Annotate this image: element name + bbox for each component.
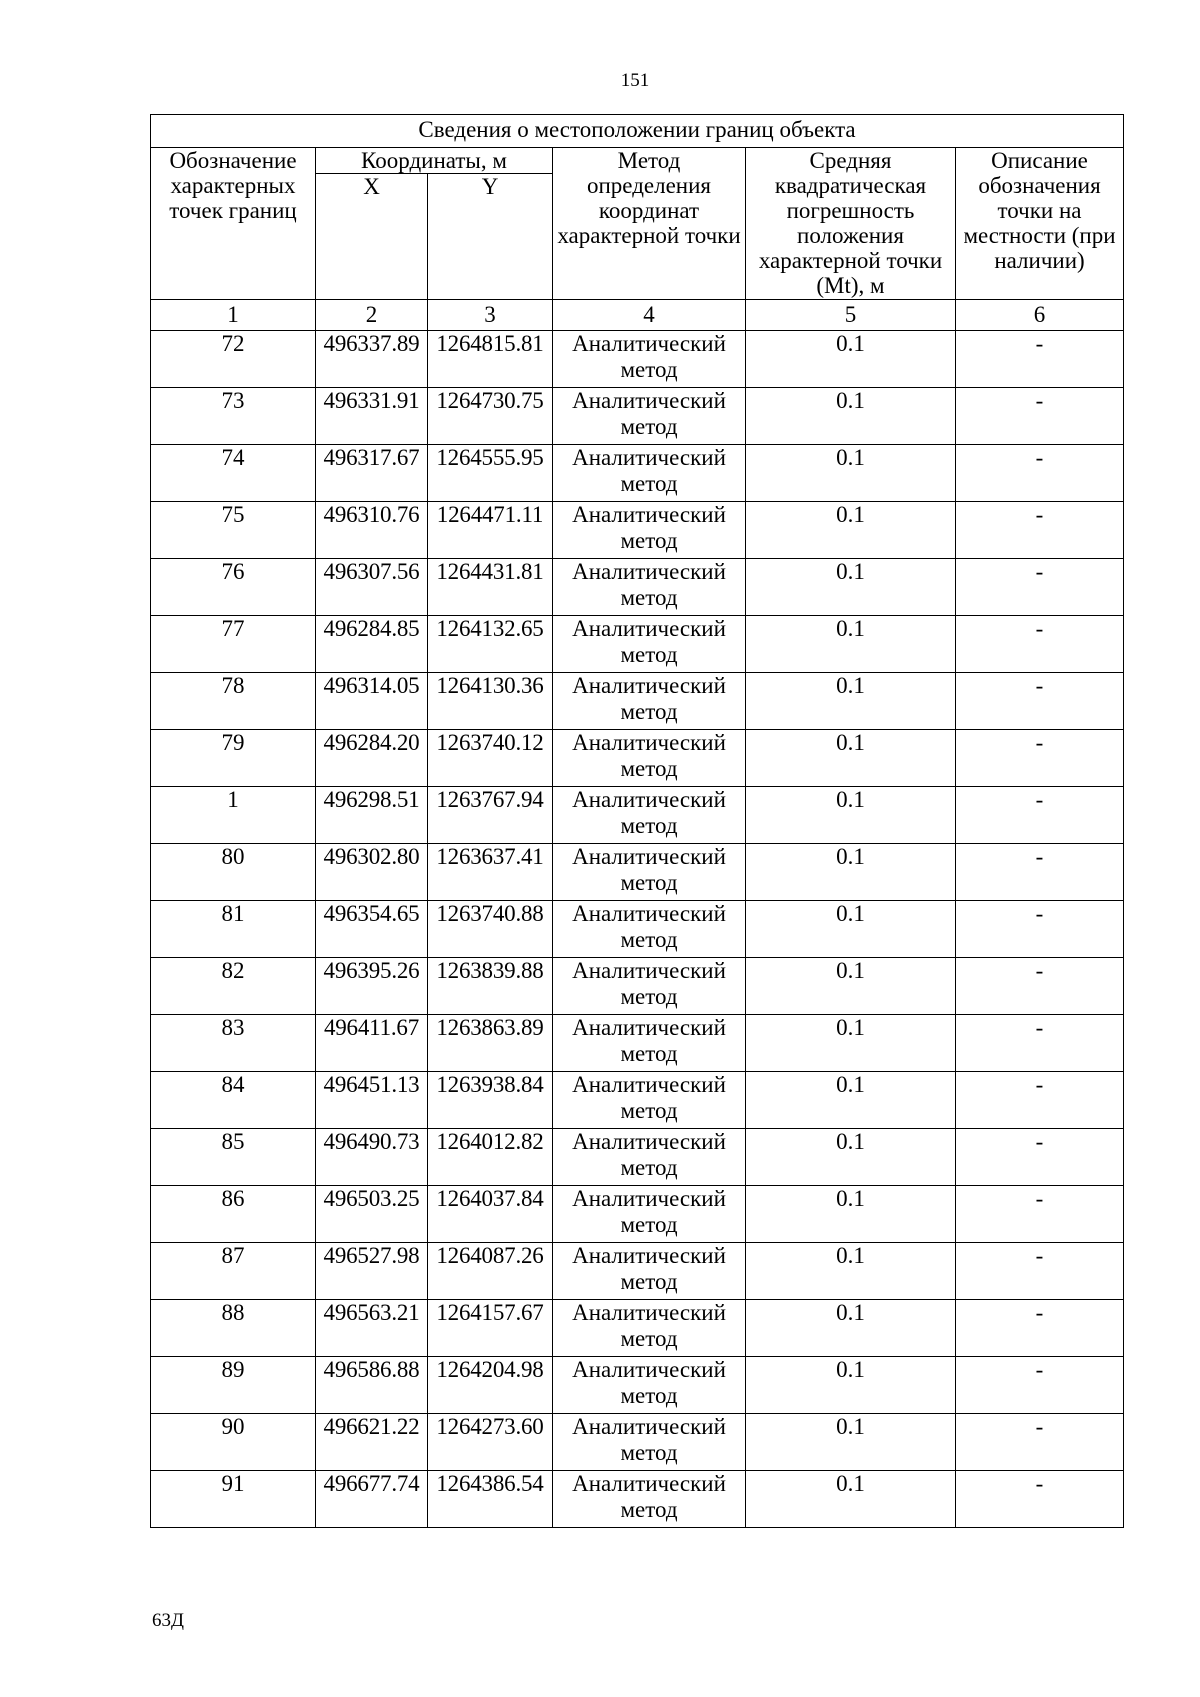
cell-x: 496284.20 — [316, 730, 428, 787]
cell-description: - — [956, 616, 1124, 673]
cell-point: 87 — [151, 1243, 316, 1300]
cell-y: 1264431.81 — [428, 559, 553, 616]
cell-y: 1264157.67 — [428, 1300, 553, 1357]
cell-error: 0.1 — [746, 958, 956, 1015]
cell-error: 0.1 — [746, 844, 956, 901]
cell-error: 0.1 — [746, 1072, 956, 1129]
cell-point: 88 — [151, 1300, 316, 1357]
cell-y: 1264730.75 — [428, 388, 553, 445]
table-row — [151, 1414, 1124, 1471]
table-row — [151, 1015, 1124, 1072]
cell-x: 496331.91 — [316, 388, 428, 445]
cell-method: Аналитический метод — [553, 1357, 746, 1414]
cell-y: 1264555.95 — [428, 445, 553, 502]
header-method: Метод определения координат характерной точки — [553, 148, 746, 300]
table-row — [151, 787, 1124, 844]
cell-y: 1263839.88 — [428, 958, 553, 1015]
cell-point: 83 — [151, 1015, 316, 1072]
cell-x: 496298.51 — [316, 787, 428, 844]
table-row — [151, 388, 1124, 445]
cell-point: 1 — [151, 787, 316, 844]
cell-method: Аналитический метод — [553, 730, 746, 787]
cell-point: 90 — [151, 1414, 316, 1471]
cell-y: 1263767.94 — [428, 787, 553, 844]
cell-description: - — [956, 502, 1124, 559]
cell-method: Аналитический метод — [553, 502, 746, 559]
page-number: 151 — [620, 70, 650, 91]
cell-point: 79 — [151, 730, 316, 787]
table-title: Сведения о местоположении границ объекта — [151, 115, 1124, 148]
column-number: 6 — [956, 300, 1124, 331]
cell-method: Аналитический метод — [553, 1129, 746, 1186]
cell-point: 78 — [151, 673, 316, 730]
cell-method: Аналитический метод — [553, 1243, 746, 1300]
cell-method: Аналитический метод — [553, 559, 746, 616]
cell-point: 86 — [151, 1186, 316, 1243]
cell-error: 0.1 — [746, 1129, 956, 1186]
cell-x: 496677.74 — [316, 1471, 428, 1528]
column-number: 4 — [553, 300, 746, 331]
column-number: 2 — [316, 300, 428, 331]
cell-y: 1263938.84 — [428, 1072, 553, 1129]
cell-x: 496354.65 — [316, 901, 428, 958]
column-number: 3 — [428, 300, 553, 331]
cell-error: 0.1 — [746, 901, 956, 958]
cell-method: Аналитический метод — [553, 1414, 746, 1471]
cell-error: 0.1 — [746, 388, 956, 445]
cell-y: 1264386.54 — [428, 1471, 553, 1528]
cell-method: Аналитический метод — [553, 1015, 746, 1072]
cell-point: 89 — [151, 1357, 316, 1414]
cell-error: 0.1 — [746, 1357, 956, 1414]
cell-point: 91 — [151, 1471, 316, 1528]
header-description: Описание обозначения точки на местности (при наличии) — [956, 148, 1124, 300]
cell-error: 0.1 — [746, 445, 956, 502]
cell-error: 0.1 — [746, 787, 956, 844]
cell-description: - — [956, 673, 1124, 730]
cell-description: - — [956, 958, 1124, 1015]
cell-x: 496314.05 — [316, 673, 428, 730]
cell-description: - — [956, 844, 1124, 901]
cell-error: 0.1 — [746, 1414, 956, 1471]
table-row — [151, 1186, 1124, 1243]
footer-code: 63Д — [152, 1610, 184, 1631]
cell-error: 0.1 — [746, 559, 956, 616]
cell-description: - — [956, 1186, 1124, 1243]
cell-point: 74 — [151, 445, 316, 502]
cell-y: 1264012.82 — [428, 1129, 553, 1186]
cell-point: 82 — [151, 958, 316, 1015]
column-number: 1 — [151, 300, 316, 331]
cell-y: 1264471.11 — [428, 502, 553, 559]
cell-x: 496451.13 — [316, 1072, 428, 1129]
cell-y: 1264087.26 — [428, 1243, 553, 1300]
cell-method: Аналитический метод — [553, 673, 746, 730]
cell-y: 1264130.36 — [428, 673, 553, 730]
cell-description: - — [956, 730, 1124, 787]
cell-description: - — [956, 331, 1124, 388]
cell-x: 496284.85 — [316, 616, 428, 673]
header-row — [151, 148, 1124, 174]
cell-error: 0.1 — [746, 331, 956, 388]
cell-y: 1263740.88 — [428, 901, 553, 958]
cell-y: 1264815.81 — [428, 331, 553, 388]
cell-description: - — [956, 1414, 1124, 1471]
cell-point: 76 — [151, 559, 316, 616]
table-row — [151, 1471, 1124, 1528]
table-row — [151, 331, 1124, 388]
cell-error: 0.1 — [746, 1243, 956, 1300]
table-row — [151, 1300, 1124, 1357]
cell-x: 496490.73 — [316, 1129, 428, 1186]
table-row — [151, 730, 1124, 787]
cell-error: 0.1 — [746, 730, 956, 787]
cell-y: 1264037.84 — [428, 1186, 553, 1243]
table-row — [151, 1243, 1124, 1300]
cell-error: 0.1 — [746, 673, 956, 730]
cell-method: Аналитический метод — [553, 787, 746, 844]
cell-x: 496307.56 — [316, 559, 428, 616]
header-coords: Координаты, м — [316, 148, 553, 174]
table-row — [151, 901, 1124, 958]
table-row — [151, 1357, 1124, 1414]
cell-x: 496503.25 — [316, 1186, 428, 1243]
header-point: Обозначение характерных точек границ — [151, 148, 316, 300]
cell-x: 496302.80 — [316, 844, 428, 901]
cell-description: - — [956, 1015, 1124, 1072]
table-body — [151, 331, 1124, 1528]
cell-y: 1263637.41 — [428, 844, 553, 901]
cell-error: 0.1 — [746, 1015, 956, 1072]
cell-x: 496411.67 — [316, 1015, 428, 1072]
cell-x: 496563.21 — [316, 1300, 428, 1357]
cell-error: 0.1 — [746, 1300, 956, 1357]
cell-point: 81 — [151, 901, 316, 958]
cell-method: Аналитический метод — [553, 844, 746, 901]
table-row — [151, 616, 1124, 673]
cell-point: 72 — [151, 331, 316, 388]
header-y: Y — [428, 174, 553, 300]
table-title-row — [151, 115, 1124, 148]
header-error: Средняя квадратическая погрешность положения характерной точки (Mt), м — [746, 148, 956, 300]
cell-method: Аналитический метод — [553, 331, 746, 388]
cell-description: - — [956, 1243, 1124, 1300]
cell-error: 0.1 — [746, 502, 956, 559]
cell-description: - — [956, 787, 1124, 844]
table-row — [151, 1072, 1124, 1129]
boundary-coordinates-table — [150, 114, 1124, 1528]
cell-description: - — [956, 1357, 1124, 1414]
cell-method: Аналитический метод — [553, 958, 746, 1015]
cell-method: Аналитический метод — [553, 1072, 746, 1129]
header-x: X — [316, 174, 428, 300]
cell-x: 496586.88 — [316, 1357, 428, 1414]
cell-point: 75 — [151, 502, 316, 559]
cell-y: 1264132.65 — [428, 616, 553, 673]
cell-point: 85 — [151, 1129, 316, 1186]
cell-point: 84 — [151, 1072, 316, 1129]
column-number-row — [151, 300, 1124, 331]
table-row — [151, 502, 1124, 559]
cell-x: 496621.22 — [316, 1414, 428, 1471]
cell-x: 496395.26 — [316, 958, 428, 1015]
cell-method: Аналитический метод — [553, 445, 746, 502]
cell-description: - — [956, 445, 1124, 502]
table-row — [151, 1129, 1124, 1186]
table-row — [151, 673, 1124, 730]
cell-point: 73 — [151, 388, 316, 445]
cell-error: 0.1 — [746, 1471, 956, 1528]
cell-method: Аналитический метод — [553, 901, 746, 958]
table-row — [151, 559, 1124, 616]
cell-x: 496337.89 — [316, 331, 428, 388]
cell-description: - — [956, 1300, 1124, 1357]
cell-y: 1263863.89 — [428, 1015, 553, 1072]
cell-error: 0.1 — [746, 616, 956, 673]
cell-x: 496527.98 — [316, 1243, 428, 1300]
cell-y: 1264204.98 — [428, 1357, 553, 1414]
cell-method: Аналитический метод — [553, 388, 746, 445]
cell-point: 77 — [151, 616, 316, 673]
cell-method: Аналитический метод — [553, 1186, 746, 1243]
cell-method: Аналитический метод — [553, 616, 746, 673]
cell-y: 1263740.12 — [428, 730, 553, 787]
cell-description: - — [956, 901, 1124, 958]
cell-method: Аналитический метод — [553, 1471, 746, 1528]
cell-error: 0.1 — [746, 1186, 956, 1243]
cell-description: - — [956, 1471, 1124, 1528]
cell-method: Аналитический метод — [553, 1300, 746, 1357]
cell-description: - — [956, 559, 1124, 616]
cell-description: - — [956, 1129, 1124, 1186]
cell-description: - — [956, 1072, 1124, 1129]
table-row — [151, 445, 1124, 502]
table-row — [151, 958, 1124, 1015]
cell-x: 496317.67 — [316, 445, 428, 502]
column-number: 5 — [746, 300, 956, 331]
table-row — [151, 844, 1124, 901]
cell-x: 496310.76 — [316, 502, 428, 559]
cell-y: 1264273.60 — [428, 1414, 553, 1471]
cell-point: 80 — [151, 844, 316, 901]
cell-description: - — [956, 388, 1124, 445]
